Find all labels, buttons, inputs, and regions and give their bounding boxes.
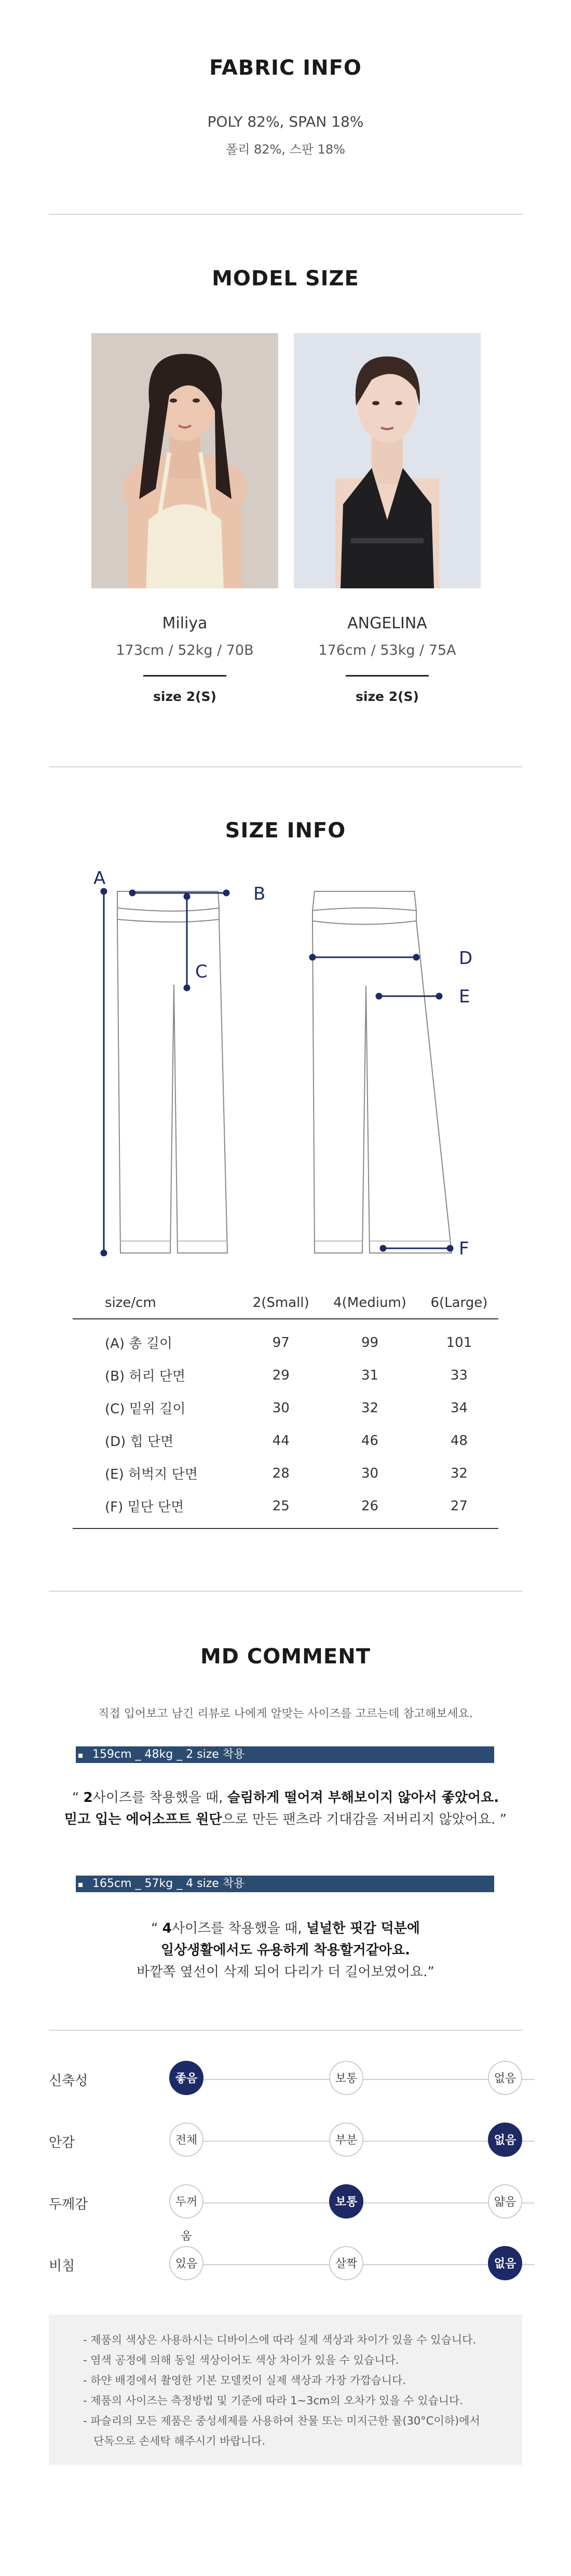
table-cell: 30 — [272, 1400, 290, 1416]
notice-item: - 염색 공정에 의해 동일 색상이어도 색상 차이가 있을 수 있습니다. — [83, 2354, 399, 2366]
table-header-cell: size/cm — [73, 1287, 242, 1319]
pants-front-drawing — [117, 891, 227, 1253]
model-size-angelina: size 2(S) — [356, 689, 419, 704]
quote-open: “ — [151, 1921, 162, 1936]
rating-option[interactable]: 살짝 — [329, 2246, 363, 2280]
rating-option[interactable]: 있음 — [169, 2246, 203, 2280]
rating-row-lining — [49, 2123, 522, 2159]
marker-f: F — [459, 1238, 469, 1259]
notice-item: - 하얀 배경에서 촬영한 기본 모델컷이 실제 색상과 가장 가깝습니다. — [83, 2374, 406, 2387]
quote-open: “ — [72, 1790, 84, 1806]
quote-text: 바깥쪽 옆선이 삭제 되어 다리가 더 길어보였어요.” — [137, 1964, 434, 1980]
table-cell: 28 — [272, 1465, 290, 1481]
model-name-miliya: Miliya — [162, 614, 208, 632]
section-divider — [49, 766, 522, 767]
table-header-cell: 6(Large) — [420, 1287, 498, 1319]
review-bar-1 — [76, 1746, 494, 1763]
marker-c: C — [195, 961, 208, 982]
section-divider — [49, 2030, 522, 2031]
quote-text: 으로 만든 팬츠라 기대감을 저버리지 않았어요. ” — [222, 1812, 507, 1827]
rating-row-sheerness — [49, 2246, 522, 2282]
section-divider — [49, 1591, 522, 1592]
size-table — [73, 1287, 498, 1529]
pants-back-drawing — [312, 891, 452, 1253]
review-bar-text: 159cm _ 48kg _ 2 size 착용 — [92, 1748, 245, 1761]
table-cell: 29 — [272, 1367, 290, 1383]
table-cell: 44 — [272, 1432, 290, 1449]
review-quote-1 — [0, 1787, 571, 1830]
table-row — [73, 1319, 498, 1359]
model-name-angelina: ANGELINA — [347, 614, 427, 632]
fabric-composition-en: POLY 82%, SPAN 18% — [207, 113, 364, 130]
quote-text: 사이즈를 착용했을 때, — [92, 1790, 227, 1806]
rating-option[interactable]: 두꺼움 — [169, 2184, 203, 2219]
rating-option[interactable]: 부분 — [329, 2123, 363, 2157]
table-cell: 31 — [361, 1367, 379, 1383]
review-quote-2 — [0, 1918, 571, 1983]
marker-e: E — [459, 986, 470, 1007]
quote-bold: 일상생활에서도 유용하게 착용할거같아요. — [160, 1943, 411, 1958]
quote-bold: 믿고 입는 에어소프트 원단 — [64, 1812, 222, 1827]
marker-b: B — [253, 884, 266, 904]
model-size-title: MODEL SIZE — [212, 267, 359, 291]
table-header-cell: 2(Small) — [242, 1287, 320, 1319]
model-photo-angelina — [294, 333, 481, 588]
notice-item: 단독으로 손세탁 해주시기 바랍니다. — [83, 2435, 266, 2447]
table-cell: 27 — [420, 1490, 498, 1528]
table-row — [73, 1424, 498, 1457]
care-notice-box — [49, 2315, 522, 2465]
table-cell: 34 — [450, 1400, 468, 1416]
fabric-composition-ko: 폴리 82%, 스판 18% — [226, 142, 345, 157]
quote-bold: 2 — [83, 1790, 93, 1806]
bullet-square-icon — [78, 1754, 83, 1758]
table-cell-label: (C) 밑위 길이 — [105, 1401, 186, 1417]
review-bar-text: 165cm _ 57kg _ 4 size 착용 — [92, 1877, 245, 1890]
model-underline — [346, 675, 429, 677]
table-row — [73, 1359, 498, 1392]
rating-option[interactable]: 없음 — [488, 2246, 522, 2280]
table-cell: 101 — [446, 1334, 472, 1351]
fabric-info-title: FABRIC INFO — [209, 56, 362, 80]
rating-option[interactable]: 없음 — [488, 2061, 522, 2095]
table-header-cell: 4(Medium) — [320, 1287, 420, 1319]
table-cell: 46 — [361, 1432, 379, 1449]
table-cell: 97 — [272, 1334, 290, 1351]
rating-label: 안감 — [49, 2135, 75, 2151]
model-photo-miliya — [91, 333, 278, 588]
review-bar-2 — [76, 1876, 494, 1892]
table-cell-label: (E) 허벅지 단면 — [105, 1467, 198, 1482]
table-cell: 32 — [361, 1400, 379, 1416]
model-stats-angelina: 176cm / 53kg / 75A — [318, 642, 456, 658]
table-cell: 99 — [361, 1334, 379, 1351]
table-cell-label: (A) 총 길이 — [105, 1336, 172, 1352]
marker-a: A — [93, 868, 106, 889]
rating-label: 비침 — [49, 2258, 75, 2274]
rating-label: 신축성 — [49, 2073, 88, 2089]
rating-option[interactable]: 얇음 — [488, 2184, 522, 2219]
quote-bold: 4 — [162, 1921, 172, 1936]
table-cell-label: (B) 허리 단면 — [105, 1369, 186, 1384]
md-intro: 직접 입어보고 남긴 리뷰로 나에게 알맞는 사이즈를 고르는데 참고해보세요. — [98, 1707, 473, 1720]
table-cell: 32 — [450, 1465, 468, 1481]
size-info-title: SIZE INFO — [225, 819, 346, 843]
notice-item: - 파슬리의 모든 제품은 중성세제를 사용하여 찬물 또는 미지근한 물(30°C이하)에서 — [83, 2415, 480, 2427]
quote-text: 사이즈를 착용했을 때, — [171, 1921, 306, 1936]
quote-bold: 슬림하게 떨어져 부해보이지 않아서 좋았어요. — [227, 1790, 499, 1806]
table-cell: 48 — [450, 1432, 468, 1449]
table-cell-label: (D) 힙 단면 — [105, 1434, 174, 1450]
rating-option[interactable]: 없음 — [488, 2123, 522, 2157]
rating-row-stretch — [49, 2061, 522, 2097]
table-cell: 25 — [242, 1490, 320, 1528]
table-cell-label: (F) 밑단 단면 — [73, 1490, 242, 1528]
table-row — [73, 1457, 498, 1490]
marker-d: D — [459, 948, 473, 969]
bullet-square-icon — [78, 1883, 83, 1887]
rating-option[interactable]: 보통 — [329, 2184, 363, 2219]
table-row — [73, 1392, 498, 1424]
table-row — [73, 1490, 498, 1528]
section-divider — [49, 214, 522, 215]
rating-option[interactable]: 보통 — [329, 2061, 363, 2095]
quote-bold: 널널한 핏감 덕분에 — [306, 1921, 420, 1936]
table-header-row — [73, 1287, 498, 1319]
rating-option[interactable]: 좋음 — [169, 2061, 203, 2095]
rating-label: 두께감 — [49, 2197, 88, 2212]
model-underline — [143, 675, 226, 677]
rating-row-thickness — [49, 2184, 522, 2243]
table-cell: 26 — [320, 1490, 420, 1528]
table-cell: 33 — [450, 1367, 468, 1383]
model-stats-miliya: 173cm / 52kg / 70B — [116, 642, 254, 658]
notice-item: - 제품의 사이즈는 측정방법 및 기준에 따라 1~3cm의 오차가 있을 수 있습니다. — [83, 2394, 464, 2407]
notice-item: - 제품의 색상은 사용하시는 디바이스에 따라 실제 색상과 차이가 있을 수 있습니다. — [83, 2334, 477, 2346]
size-diagram — [83, 866, 509, 1271]
md-comment-title: MD COMMENT — [200, 1645, 371, 1669]
rating-option[interactable]: 전체 — [169, 2123, 203, 2157]
table-cell: 30 — [361, 1465, 379, 1481]
model-size-miliya: size 2(S) — [153, 689, 216, 704]
